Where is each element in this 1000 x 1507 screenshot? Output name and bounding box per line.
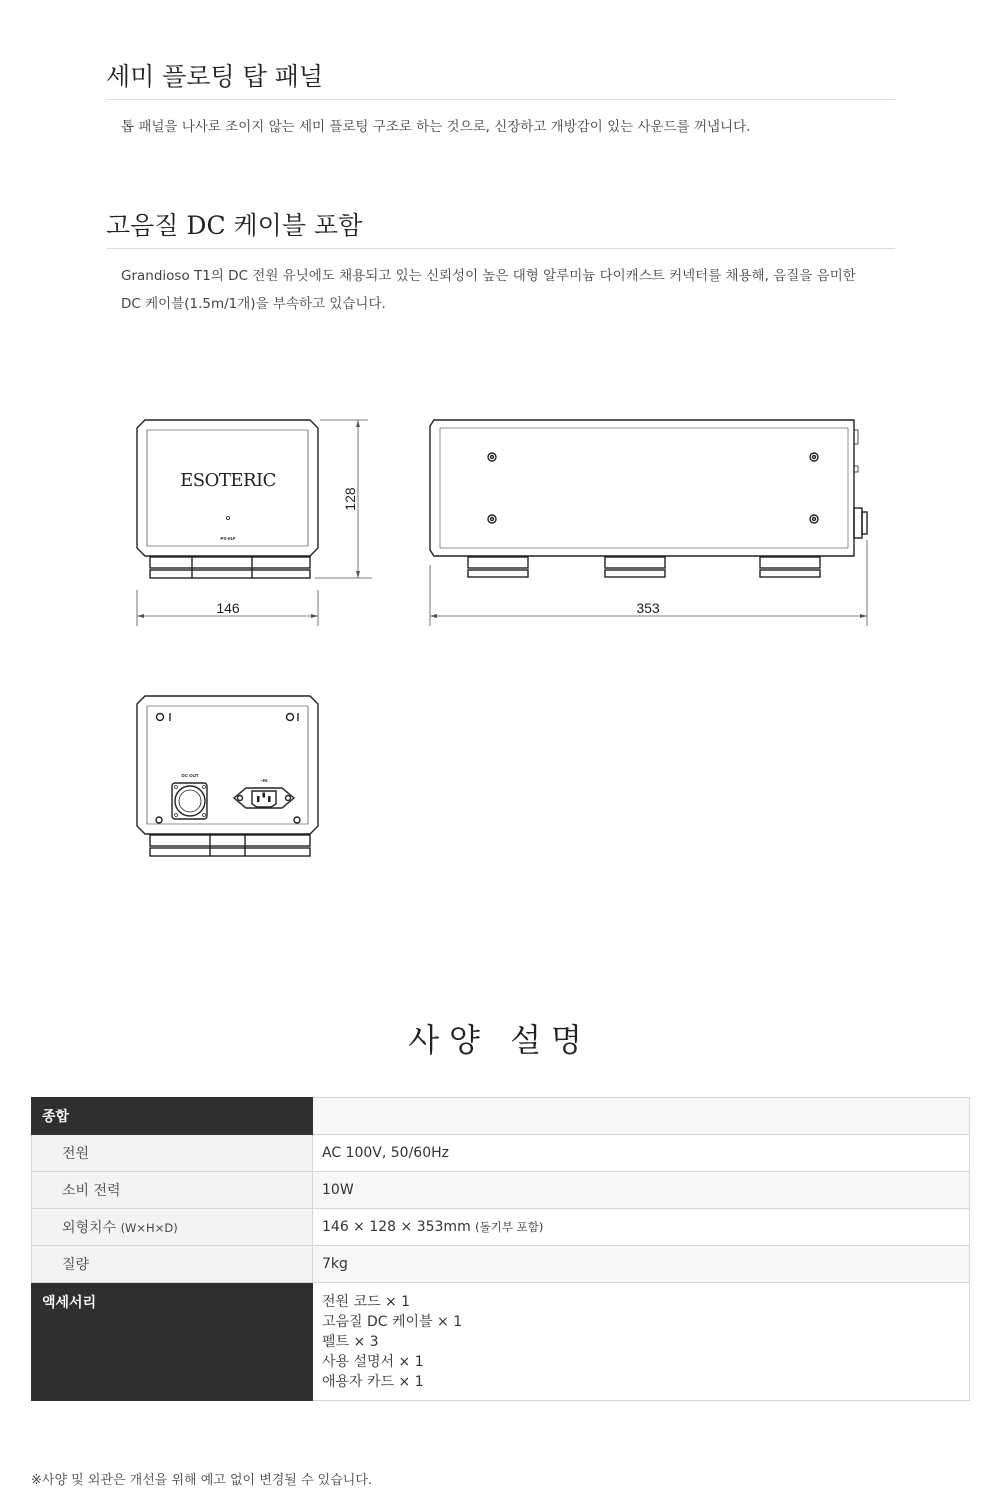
spec-key-unit: (W×H×D) [120,1221,178,1235]
table-row [32,1135,970,1172]
spec-key: 소비 전력 [32,1172,313,1209]
accessories-list [313,1283,970,1401]
spec-key: 전원 [32,1135,313,1172]
spec-value-text: 146 × 128 × 353mm [322,1219,471,1235]
table-row [32,1246,970,1283]
table-row [32,1209,970,1246]
body-line-2: DC 케이블(1.5m/1개)을 부속하고 있습니다. [121,296,386,312]
model-label: PS-01F [220,536,236,541]
divider [106,99,895,100]
spec-value [313,1209,970,1246]
dc-out-label: DC OUT [181,773,199,778]
accessory-item: 펠트 × 3 [322,1334,379,1350]
footnote: ※사양 및 외관은 개선을 위해 예고 없이 변경될 수 있습니다. [31,1473,373,1488]
accessory-item: 전원 코드 × 1 [322,1294,411,1310]
spec-value: 7kg [313,1246,970,1283]
rear-view [137,696,318,856]
divider [106,248,895,249]
spec-heading: 사양 설명 [408,1021,592,1059]
section-title: 세미 플로팅 탑 패널 [106,62,324,91]
table-row [32,1283,970,1401]
accessory-item: 애용자 카드 × 1 [322,1374,424,1390]
technical-drawing [120,400,880,865]
dim-height-label: 128 [342,487,358,511]
dimension-lines [137,420,867,626]
section-title: 고음질 DC 케이블 포함 [106,211,363,240]
general-header: 종합 [32,1098,313,1135]
spec-value-note: (돌기부 포함) [475,1220,544,1234]
accessory-item: 사용 설명서 × 1 [322,1354,424,1370]
table-row [32,1098,970,1135]
body-line-1: Grandioso T1의 DC 전원 유닛에도 채용되고 있는 신뢰성이 높은 대형 알루미늄 다이캐스트 커넥터를 채용해, 음질을 음미한 [121,268,856,284]
dim-depth-label: 353 [636,600,660,616]
side-view [430,420,867,577]
brand-logo: ESOTERIC [180,470,276,491]
spec-value: AC 100V, 50/60Hz [313,1135,970,1172]
accessories-header: 액세서리 [32,1283,313,1401]
section-body [106,262,895,318]
spec-table [31,1097,970,1401]
accessory-item: 고음질 DC 케이블 × 1 [322,1314,463,1330]
spec-key-text: 외형치수 [62,1220,117,1236]
section-body: 톱 패널을 나사로 조이지 않는 세미 플로팅 구조로 하는 것으로, 신장하고 개방감이 있는 사운드를 꺼냅니다. [121,119,751,135]
ac-in-label: ~IN [260,778,268,783]
table-row [32,1172,970,1209]
section-dc-cable [106,206,895,318]
spec-key: 질량 [32,1246,313,1283]
spec-value: 10W [313,1172,970,1209]
section-semi-floating [106,57,895,141]
general-empty-cell [313,1098,970,1135]
dim-width-label: 146 [216,600,240,616]
spec-key [32,1209,313,1246]
front-view [137,420,318,578]
